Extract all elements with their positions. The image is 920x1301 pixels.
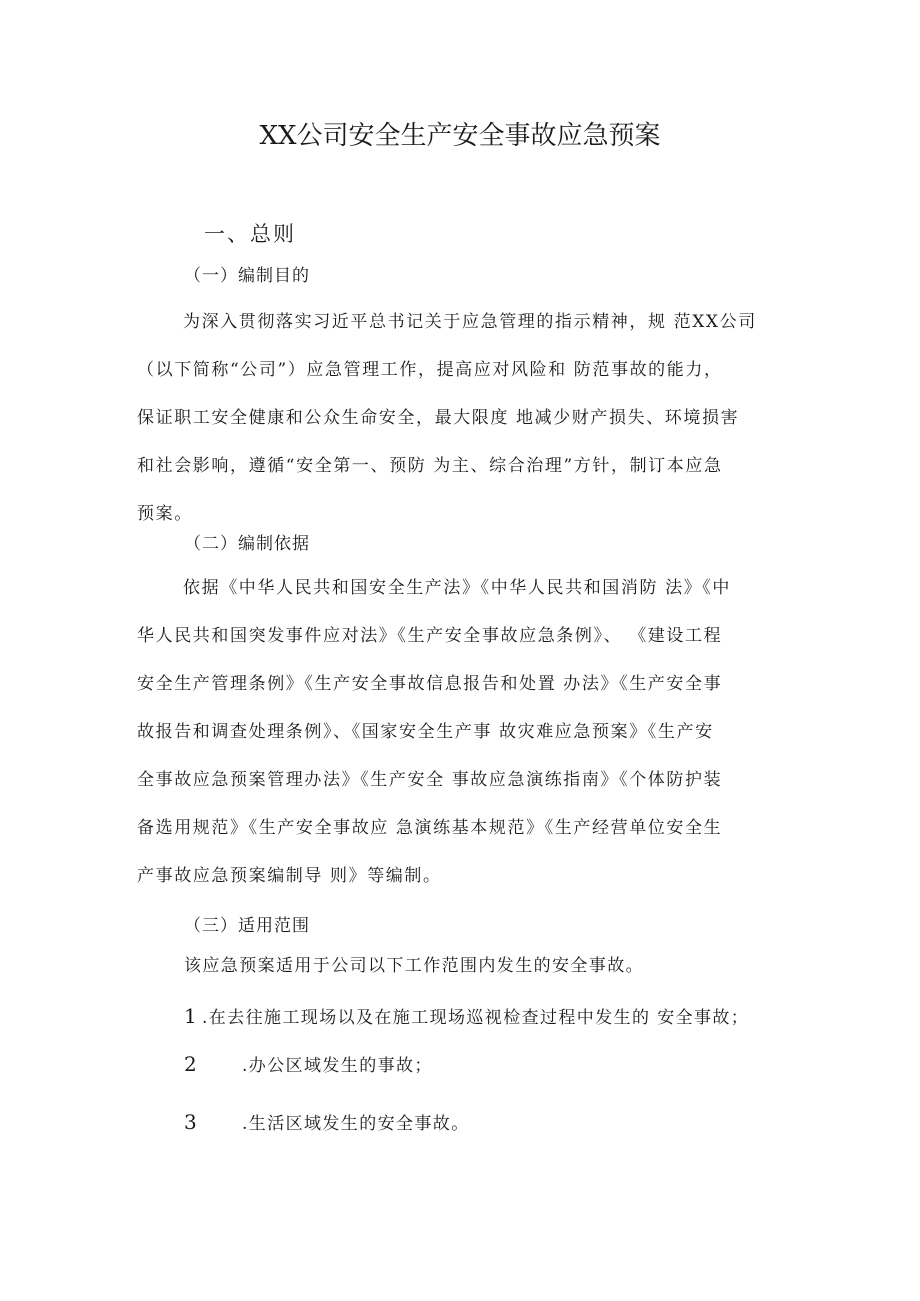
list-text: .生活区域发生的安全事故。 — [242, 1114, 470, 1134]
paragraph-line: 产事故应急预案编制导 则》等编制。 — [137, 866, 442, 886]
paragraph-line: （以下简称“公司”）应急管理工作，提高应对风险和 防范事故的能力， — [137, 360, 723, 380]
document-title: XX公司安全生产安全事故应急预案 — [259, 121, 661, 151]
scope-intro-text: 该应急预案适用于公司以下工作范围内发生的安全事故。 — [184, 956, 644, 976]
paragraph-line: 预案。 — [137, 504, 193, 524]
paragraph-line: 故报告和调查处理条例》、《国家安全生产事 故灾难应急预案》《生产安 — [137, 722, 714, 742]
paragraph-basis — [137, 564, 797, 900]
list-text: .办公区域发生的事故； — [242, 1056, 433, 1076]
scope-list-item — [184, 1107, 470, 1139]
paragraph-line: 保证职工安全健康和公众生命安全，最大限度 地减少财产损失、环境损害 — [137, 408, 740, 428]
paragraph-line: 备选用规范》《生产安全事故应 急演练基本规范》《生产经营单位安全生 — [137, 818, 723, 838]
paragraph-line: 安全生产管理条例》《生产安全事故信息报告和处置 办法》《生产安全事 — [137, 674, 723, 694]
list-number: 2 — [184, 1052, 199, 1076]
subsection-heading-purpose: （一）编制目的 — [184, 266, 310, 286]
paragraph-line: 为深入贯彻落实习近平总书记关于应急管理的指示精神，规 范XX公司 — [183, 312, 757, 332]
subsection-heading-basis: （二）编制依据 — [184, 534, 310, 554]
list-number: 1 — [184, 1004, 199, 1028]
scope-list-item — [184, 1001, 749, 1033]
scope-list-item — [184, 1049, 433, 1081]
list-text: .在去往施工现场以及在施工现场巡视检查过程中发生的 安全事故； — [202, 1008, 750, 1028]
paragraph-line: 依据《中华人民共和国安全生产法》《中华人民共和国消防 法》《中 — [183, 578, 732, 598]
subsection-heading-scope: （三）适用范围 — [184, 916, 310, 936]
paragraph-line: 和社会影响，遵循“安全第一、预防 为主、综合治理”方针，制订本应急 — [137, 456, 723, 476]
paragraph-purpose — [137, 298, 797, 538]
paragraph-line: 华人民共和国突发事件应对法》《生产安全事故应急条例》、 《建设工程 — [137, 626, 723, 646]
paragraph-line: 全事故应急预案管理办法》《生产安全 事故应急演练指南》《个体防护装 — [137, 770, 723, 790]
list-number: 3 — [184, 1110, 199, 1134]
section-heading-general: 一、总则 — [204, 222, 296, 246]
